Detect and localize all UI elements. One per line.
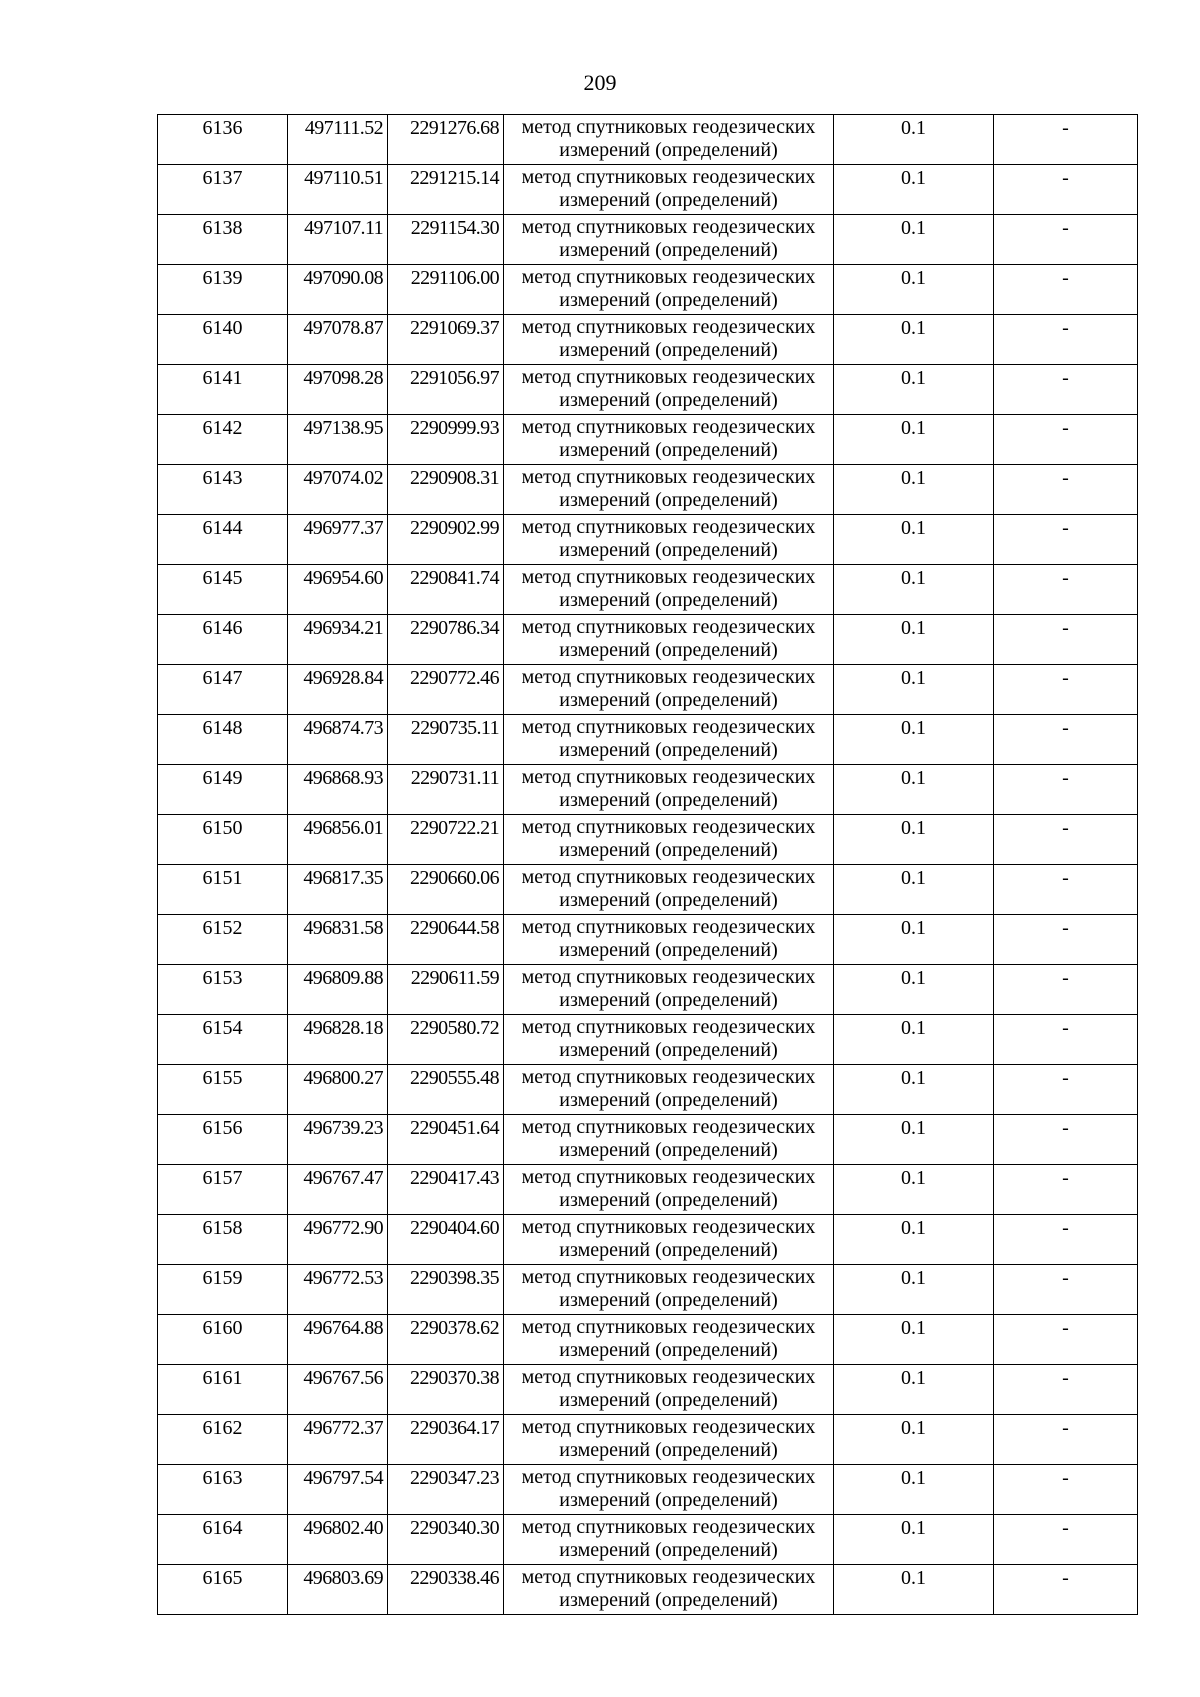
method-cell xyxy=(504,1115,834,1165)
precision-cell: 0.1 xyxy=(834,965,994,1015)
method-text-line2: измерений (определений) xyxy=(559,439,778,461)
table-row xyxy=(158,765,1138,815)
precision-cell: 0.1 xyxy=(834,1365,994,1415)
method-text-line1: метод спутниковых геодезических xyxy=(521,516,816,538)
x-coordinate-cell: 497107.11 xyxy=(288,215,388,265)
precision-cell: 0.1 xyxy=(834,515,994,565)
method-text-line2: измерений (определений) xyxy=(559,339,778,361)
table-row xyxy=(158,365,1138,415)
method-text-line1: метод спутниковых геодезических xyxy=(521,1266,816,1288)
point-number-cell: 6152 xyxy=(158,915,288,965)
note-cell: - xyxy=(994,365,1138,415)
table-row xyxy=(158,1365,1138,1415)
x-coordinate-cell: 496831.58 xyxy=(288,915,388,965)
method-cell xyxy=(504,665,834,715)
method-cell xyxy=(504,915,834,965)
note-cell: - xyxy=(994,1165,1138,1215)
method-cell xyxy=(504,815,834,865)
method-text-line1: метод спутниковых геодезических xyxy=(521,1016,816,1038)
method-cell xyxy=(504,765,834,815)
y-coordinate-cell: 2291276.68 xyxy=(388,115,504,165)
y-coordinate-cell: 2290644.58 xyxy=(388,915,504,965)
method-cell xyxy=(504,865,834,915)
y-coordinate-cell: 2290902.99 xyxy=(388,515,504,565)
point-number-cell: 6151 xyxy=(158,865,288,915)
note-cell: - xyxy=(994,1065,1138,1115)
method-cell xyxy=(504,1165,834,1215)
method-cell xyxy=(504,1415,834,1465)
table-row xyxy=(158,1415,1138,1465)
point-number-cell: 6160 xyxy=(158,1315,288,1365)
x-coordinate-cell: 496802.40 xyxy=(288,1515,388,1565)
method-text-line1: метод спутниковых геодезических xyxy=(521,1516,816,1538)
method-text-line1: метод спутниковых геодезических xyxy=(521,1316,816,1338)
note-cell: - xyxy=(994,765,1138,815)
method-cell xyxy=(504,1265,834,1315)
y-coordinate-cell: 2290378.62 xyxy=(388,1315,504,1365)
note-cell: - xyxy=(994,615,1138,665)
table-row xyxy=(158,265,1138,315)
y-coordinate-cell: 2290722.21 xyxy=(388,815,504,865)
method-text-line1: метод спутниковых геодезических xyxy=(521,1366,816,1388)
x-coordinate-cell: 496803.69 xyxy=(288,1565,388,1615)
x-coordinate-cell: 496954.60 xyxy=(288,565,388,615)
point-number-cell: 6142 xyxy=(158,415,288,465)
method-cell xyxy=(504,265,834,315)
note-cell: - xyxy=(994,565,1138,615)
method-text-line1: метод спутниковых геодезических xyxy=(521,616,816,638)
precision-cell: 0.1 xyxy=(834,415,994,465)
point-number-cell: 6164 xyxy=(158,1515,288,1565)
precision-cell: 0.1 xyxy=(834,265,994,315)
note-cell: - xyxy=(994,315,1138,365)
y-coordinate-cell: 2291154.30 xyxy=(388,215,504,265)
y-coordinate-cell: 2290731.11 xyxy=(388,765,504,815)
method-text-line1: метод спутниковых геодезических xyxy=(521,116,816,138)
note-cell: - xyxy=(994,715,1138,765)
table-body xyxy=(158,115,1138,1615)
note-cell: - xyxy=(994,115,1138,165)
x-coordinate-cell: 496868.93 xyxy=(288,765,388,815)
x-coordinate-cell: 496817.35 xyxy=(288,865,388,915)
precision-cell: 0.1 xyxy=(834,465,994,515)
y-coordinate-cell: 2290451.64 xyxy=(388,1115,504,1165)
method-text-line2: измерений (определений) xyxy=(559,1189,778,1211)
point-number-cell: 6140 xyxy=(158,315,288,365)
method-text-line2: измерений (определений) xyxy=(559,789,778,811)
note-cell: - xyxy=(994,1265,1138,1315)
method-cell xyxy=(504,415,834,465)
precision-cell: 0.1 xyxy=(834,115,994,165)
y-coordinate-cell: 2290611.59 xyxy=(388,965,504,1015)
method-text-line1: метод спутниковых геодезических xyxy=(521,1116,816,1138)
table-row xyxy=(158,465,1138,515)
x-coordinate-cell: 497078.87 xyxy=(288,315,388,365)
table-row xyxy=(158,415,1138,465)
method-text-line2: измерений (определений) xyxy=(559,539,778,561)
y-coordinate-cell: 2290347.23 xyxy=(388,1465,504,1515)
method-text-line2: измерений (определений) xyxy=(559,939,778,961)
y-coordinate-cell: 2291069.37 xyxy=(388,315,504,365)
note-cell: - xyxy=(994,965,1138,1015)
note-cell: - xyxy=(994,1365,1138,1415)
method-text-line2: измерений (определений) xyxy=(559,139,778,161)
y-coordinate-cell: 2290660.06 xyxy=(388,865,504,915)
note-cell: - xyxy=(994,465,1138,515)
method-cell xyxy=(504,715,834,765)
point-number-cell: 6148 xyxy=(158,715,288,765)
method-cell xyxy=(504,1065,834,1115)
table-row xyxy=(158,865,1138,915)
x-coordinate-cell: 496856.01 xyxy=(288,815,388,865)
coordinates-table xyxy=(157,114,1138,1615)
x-coordinate-cell: 496934.21 xyxy=(288,615,388,665)
method-text-line1: метод спутниковых геодезических xyxy=(521,1466,816,1488)
point-number-cell: 6149 xyxy=(158,765,288,815)
precision-cell: 0.1 xyxy=(834,315,994,365)
point-number-cell: 6158 xyxy=(158,1215,288,1265)
method-text-line2: измерений (определений) xyxy=(559,1289,778,1311)
precision-cell: 0.1 xyxy=(834,1215,994,1265)
note-cell: - xyxy=(994,915,1138,965)
method-text-line2: измерений (определений) xyxy=(559,1489,778,1511)
method-text-line1: метод спутниковых геодезических xyxy=(521,266,816,288)
precision-cell: 0.1 xyxy=(834,365,994,415)
method-text-line2: измерений (определений) xyxy=(559,239,778,261)
x-coordinate-cell: 496809.88 xyxy=(288,965,388,1015)
method-text-line2: измерений (определений) xyxy=(559,839,778,861)
table-row xyxy=(158,1565,1138,1615)
point-number-cell: 6144 xyxy=(158,515,288,565)
method-text-line2: измерений (определений) xyxy=(559,1339,778,1361)
y-coordinate-cell: 2290370.38 xyxy=(388,1365,504,1415)
x-coordinate-cell: 497098.28 xyxy=(288,365,388,415)
method-cell xyxy=(504,1315,834,1365)
table-row xyxy=(158,565,1138,615)
method-text-line1: метод спутниковых геодезических xyxy=(521,866,816,888)
y-coordinate-cell: 2290404.60 xyxy=(388,1215,504,1265)
point-number-cell: 6163 xyxy=(158,1465,288,1515)
x-coordinate-cell: 496772.37 xyxy=(288,1415,388,1465)
method-cell xyxy=(504,565,834,615)
x-coordinate-cell: 497138.95 xyxy=(288,415,388,465)
y-coordinate-cell: 2291106.00 xyxy=(388,265,504,315)
table-row xyxy=(158,1315,1138,1365)
y-coordinate-cell: 2290338.46 xyxy=(388,1565,504,1615)
method-cell xyxy=(504,1215,834,1265)
method-cell xyxy=(504,365,834,415)
point-number-cell: 6146 xyxy=(158,615,288,665)
y-coordinate-cell: 2290417.43 xyxy=(388,1165,504,1215)
point-number-cell: 6139 xyxy=(158,265,288,315)
method-text-line1: метод спутниковых геодезических xyxy=(521,666,816,688)
point-number-cell: 6145 xyxy=(158,565,288,615)
y-coordinate-cell: 2290999.93 xyxy=(388,415,504,465)
x-coordinate-cell: 496772.90 xyxy=(288,1215,388,1265)
note-cell: - xyxy=(994,1515,1138,1565)
method-text-line1: метод спутниковых геодезических xyxy=(521,416,816,438)
method-text-line1: метод спутниковых геодезических xyxy=(521,916,816,938)
point-number-cell: 6137 xyxy=(158,165,288,215)
method-text-line1: метод спутниковых геодезических xyxy=(521,816,816,838)
method-text-line2: измерений (определений) xyxy=(559,1089,778,1111)
note-cell: - xyxy=(994,215,1138,265)
method-text-line1: метод спутниковых геодезических xyxy=(521,1166,816,1188)
y-coordinate-cell: 2291056.97 xyxy=(388,365,504,415)
point-number-cell: 6147 xyxy=(158,665,288,715)
method-text-line2: измерений (определений) xyxy=(559,189,778,211)
x-coordinate-cell: 496800.27 xyxy=(288,1065,388,1115)
method-text-line2: измерений (определений) xyxy=(559,1589,778,1611)
table-row xyxy=(158,1265,1138,1315)
method-text-line2: измерений (определений) xyxy=(559,739,778,761)
y-coordinate-cell: 2290772.46 xyxy=(388,665,504,715)
precision-cell: 0.1 xyxy=(834,615,994,665)
method-cell xyxy=(504,1465,834,1515)
page-number: 209 xyxy=(583,70,617,95)
method-text-line2: измерений (определений) xyxy=(559,1539,778,1561)
method-text-line1: метод спутниковых геодезических xyxy=(521,716,816,738)
method-cell xyxy=(504,1015,834,1065)
method-text-line1: метод спутниковых геодезических xyxy=(521,1216,816,1238)
x-coordinate-cell: 496767.56 xyxy=(288,1365,388,1415)
method-text-line2: измерений (определений) xyxy=(559,1389,778,1411)
y-coordinate-cell: 2290908.31 xyxy=(388,465,504,515)
x-coordinate-cell: 496874.73 xyxy=(288,715,388,765)
table-row xyxy=(158,165,1138,215)
table-row xyxy=(158,215,1138,265)
point-number-cell: 6141 xyxy=(158,365,288,415)
precision-cell: 0.1 xyxy=(834,1465,994,1515)
method-text-line1: метод спутниковых геодезических xyxy=(521,466,816,488)
y-coordinate-cell: 2290786.34 xyxy=(388,615,504,665)
note-cell: - xyxy=(994,665,1138,715)
point-number-cell: 6138 xyxy=(158,215,288,265)
precision-cell: 0.1 xyxy=(834,1065,994,1115)
method-text-line2: измерений (определений) xyxy=(559,989,778,1011)
method-cell xyxy=(504,965,834,1015)
point-number-cell: 6159 xyxy=(158,1265,288,1315)
x-coordinate-cell: 496977.37 xyxy=(288,515,388,565)
method-text-line1: метод спутниковых геодезических xyxy=(521,166,816,188)
method-cell xyxy=(504,1565,834,1615)
precision-cell: 0.1 xyxy=(834,1415,994,1465)
table-row xyxy=(158,1115,1138,1165)
precision-cell: 0.1 xyxy=(834,715,994,765)
precision-cell: 0.1 xyxy=(834,1265,994,1315)
y-coordinate-cell: 2290735.11 xyxy=(388,715,504,765)
x-coordinate-cell: 497090.08 xyxy=(288,265,388,315)
method-text-line2: измерений (определений) xyxy=(559,639,778,661)
x-coordinate-cell: 496772.53 xyxy=(288,1265,388,1315)
method-text-line2: измерений (определений) xyxy=(559,489,778,511)
note-cell: - xyxy=(994,1565,1138,1615)
method-cell xyxy=(504,315,834,365)
x-coordinate-cell: 497074.02 xyxy=(288,465,388,515)
method-cell xyxy=(504,615,834,665)
table-row xyxy=(158,965,1138,1015)
table-row xyxy=(158,1015,1138,1065)
x-coordinate-cell: 496828.18 xyxy=(288,1015,388,1065)
note-cell: - xyxy=(994,165,1138,215)
method-text-line1: метод спутниковых геодезических xyxy=(521,216,816,238)
point-number-cell: 6155 xyxy=(158,1065,288,1115)
precision-cell: 0.1 xyxy=(834,1015,994,1065)
precision-cell: 0.1 xyxy=(834,915,994,965)
x-coordinate-cell: 496767.47 xyxy=(288,1165,388,1215)
table-row xyxy=(158,1515,1138,1565)
method-text-line1: метод спутниковых геодезических xyxy=(521,766,816,788)
method-text-line1: метод спутниковых геодезических xyxy=(521,1416,816,1438)
x-coordinate-cell: 496797.54 xyxy=(288,1465,388,1515)
note-cell: - xyxy=(994,1215,1138,1265)
note-cell: - xyxy=(994,1465,1138,1515)
precision-cell: 0.1 xyxy=(834,1315,994,1365)
x-coordinate-cell: 496739.23 xyxy=(288,1115,388,1165)
method-cell xyxy=(504,165,834,215)
precision-cell: 0.1 xyxy=(834,1165,994,1215)
note-cell: - xyxy=(994,415,1138,465)
table-row xyxy=(158,315,1138,365)
table-row xyxy=(158,715,1138,765)
precision-cell: 0.1 xyxy=(834,815,994,865)
table-row xyxy=(158,615,1138,665)
method-text-line1: метод спутниковых геодезических xyxy=(521,316,816,338)
precision-cell: 0.1 xyxy=(834,865,994,915)
precision-cell: 0.1 xyxy=(834,565,994,615)
note-cell: - xyxy=(994,265,1138,315)
y-coordinate-cell: 2290340.30 xyxy=(388,1515,504,1565)
precision-cell: 0.1 xyxy=(834,1115,994,1165)
method-text-line2: измерений (определений) xyxy=(559,1439,778,1461)
precision-cell: 0.1 xyxy=(834,165,994,215)
method-text-line2: измерений (определений) xyxy=(559,289,778,311)
y-coordinate-cell: 2290841.74 xyxy=(388,565,504,615)
note-cell: - xyxy=(994,1115,1138,1165)
x-coordinate-cell: 497110.51 xyxy=(288,165,388,215)
point-number-cell: 6154 xyxy=(158,1015,288,1065)
point-number-cell: 6157 xyxy=(158,1165,288,1215)
method-text-line1: метод спутниковых геодезических xyxy=(521,1566,816,1588)
y-coordinate-cell: 2290555.48 xyxy=(388,1065,504,1115)
point-number-cell: 6156 xyxy=(158,1115,288,1165)
method-cell xyxy=(504,1365,834,1415)
method-cell xyxy=(504,1515,834,1565)
precision-cell: 0.1 xyxy=(834,765,994,815)
method-text-line2: измерений (определений) xyxy=(559,589,778,611)
table-row xyxy=(158,915,1138,965)
table-row xyxy=(158,665,1138,715)
method-cell xyxy=(504,515,834,565)
point-number-cell: 6162 xyxy=(158,1415,288,1465)
note-cell: - xyxy=(994,515,1138,565)
point-number-cell: 6153 xyxy=(158,965,288,1015)
note-cell: - xyxy=(994,815,1138,865)
table-row xyxy=(158,115,1138,165)
precision-cell: 0.1 xyxy=(834,215,994,265)
x-coordinate-cell: 496928.84 xyxy=(288,665,388,715)
method-text-line1: метод спутниковых геодезических xyxy=(521,966,816,988)
method-text-line1: метод спутниковых геодезических xyxy=(521,566,816,588)
method-cell xyxy=(504,465,834,515)
table-row xyxy=(158,1465,1138,1515)
method-text-line2: измерений (определений) xyxy=(559,1239,778,1261)
precision-cell: 0.1 xyxy=(834,665,994,715)
method-text-line2: измерений (определений) xyxy=(559,389,778,411)
point-number-cell: 6150 xyxy=(158,815,288,865)
method-cell xyxy=(504,215,834,265)
method-text-line2: измерений (определений) xyxy=(559,1039,778,1061)
table-row xyxy=(158,1065,1138,1115)
table-row xyxy=(158,1215,1138,1265)
table-row xyxy=(158,1165,1138,1215)
method-text-line2: измерений (определений) xyxy=(559,889,778,911)
x-coordinate-cell: 496764.88 xyxy=(288,1315,388,1365)
note-cell: - xyxy=(994,865,1138,915)
y-coordinate-cell: 2290398.35 xyxy=(388,1265,504,1315)
method-text-line2: измерений (определений) xyxy=(559,689,778,711)
method-cell xyxy=(504,115,834,165)
method-text-line1: метод спутниковых геодезических xyxy=(521,366,816,388)
x-coordinate-cell: 497111.52 xyxy=(288,115,388,165)
point-number-cell: 6136 xyxy=(158,115,288,165)
y-coordinate-cell: 2291215.14 xyxy=(388,165,504,215)
table-row xyxy=(158,815,1138,865)
method-text-line2: измерений (определений) xyxy=(559,1139,778,1161)
y-coordinate-cell: 2290364.17 xyxy=(388,1415,504,1465)
point-number-cell: 6161 xyxy=(158,1365,288,1415)
method-text-line1: метод спутниковых геодезических xyxy=(521,1066,816,1088)
table-row xyxy=(158,515,1138,565)
note-cell: - xyxy=(994,1315,1138,1365)
precision-cell: 0.1 xyxy=(834,1515,994,1565)
point-number-cell: 6143 xyxy=(158,465,288,515)
note-cell: - xyxy=(994,1015,1138,1065)
point-number-cell: 6165 xyxy=(158,1565,288,1615)
precision-cell: 0.1 xyxy=(834,1565,994,1615)
y-coordinate-cell: 2290580.72 xyxy=(388,1015,504,1065)
note-cell: - xyxy=(994,1415,1138,1465)
